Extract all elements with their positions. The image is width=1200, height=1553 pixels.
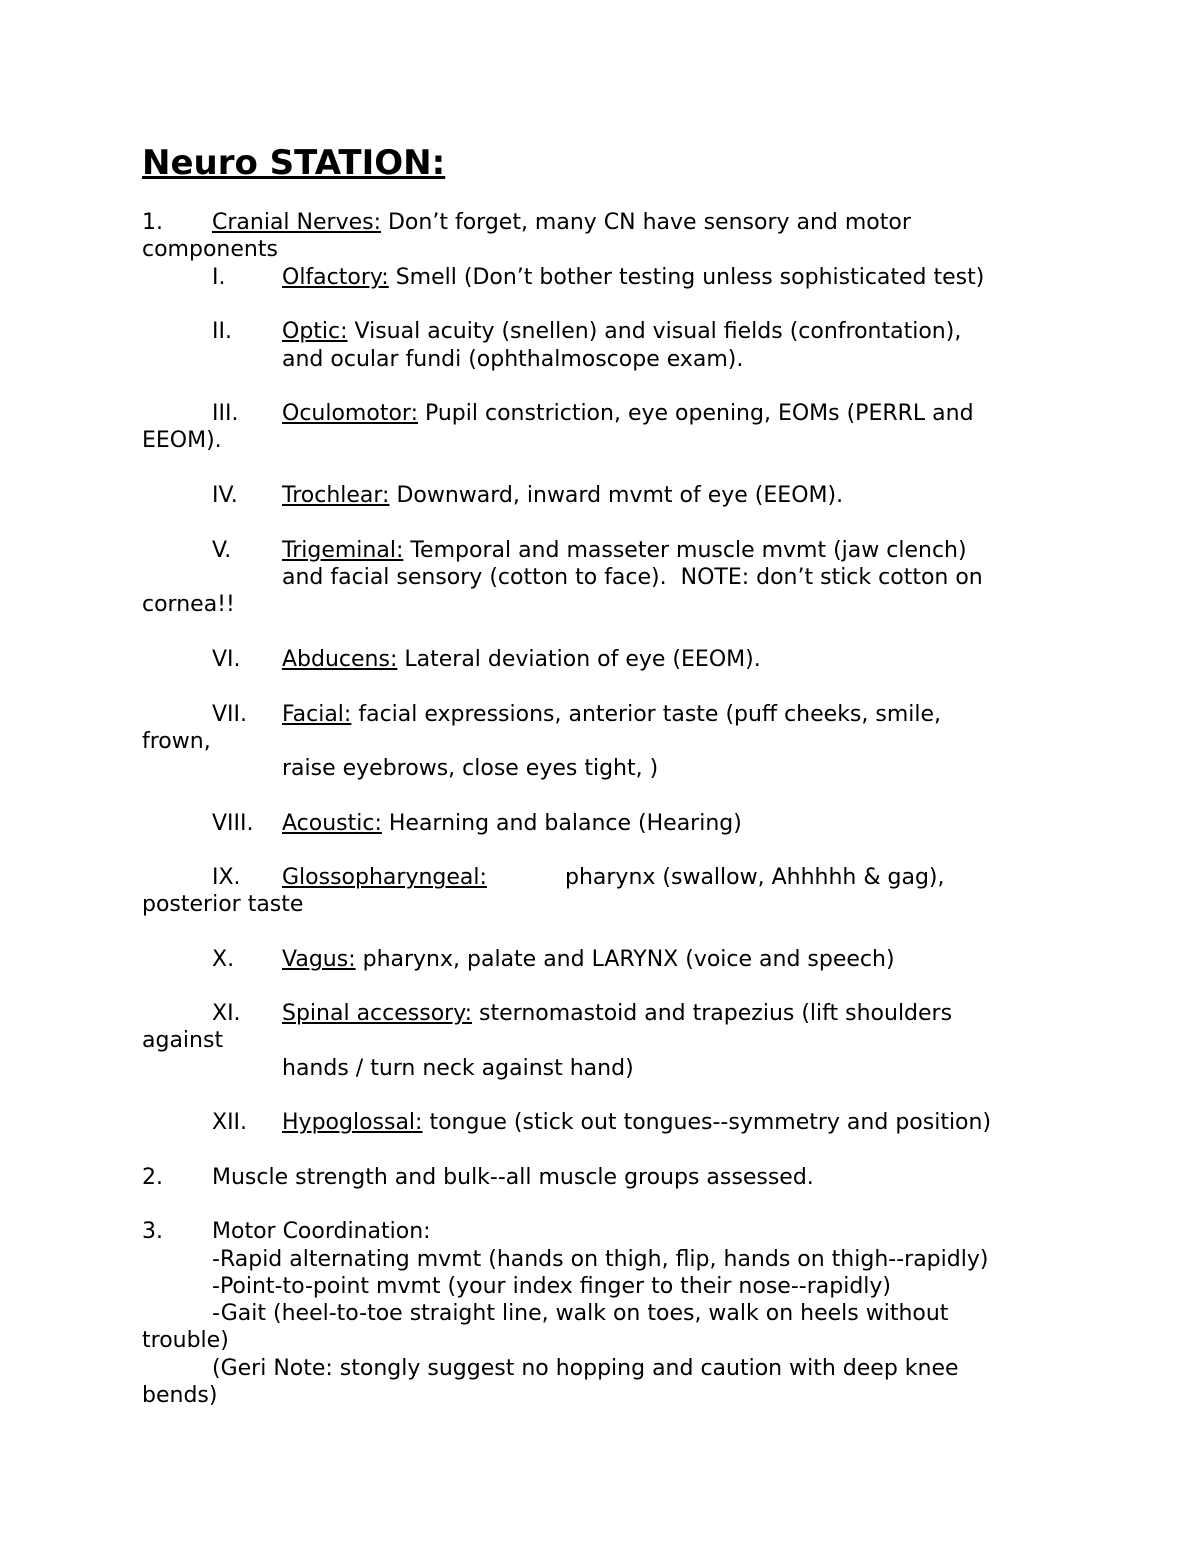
cn-v-line — [282, 537, 967, 565]
cn-ix-continuation: posterior taste — [142, 892, 304, 917]
cn-iii-text: Pupil constriction, eye opening, EOMs (PERRL and — [417, 401, 974, 426]
cn-v-number: V. — [212, 538, 232, 563]
cn-vi-number: VI. — [212, 647, 241, 672]
cn-vii-line — [282, 701, 941, 729]
cn-xi-continuation-1: against — [142, 1028, 224, 1053]
item3-line-1: -Rapid alternating mvmt (hands on thigh, flip, hands on thigh--rapidly) — [212, 1247, 989, 1272]
item1-continuation: components — [142, 237, 278, 262]
cn-x-number: X. — [212, 947, 235, 972]
cn-viii-line — [282, 810, 742, 838]
cn-iii-continuation: EEOM). — [142, 428, 222, 453]
cn-ii-label: Optic: — [282, 319, 348, 344]
cn-i-label: Olfactory: — [282, 265, 389, 290]
cn-i-text: Smell (Don’t bother testing unless sophisticated test) — [388, 265, 985, 290]
item2-text: Muscle strength and bulk--all muscle groups assessed. — [212, 1165, 814, 1190]
cn-vii-number: VII. — [212, 702, 248, 727]
cn-xii-text: tongue (stick out tongues--symmetry and position) — [422, 1110, 992, 1135]
cn-xi-number: XI. — [212, 1001, 241, 1026]
cn-i-number: I. — [212, 265, 226, 290]
cn-ii-continuation: and ocular fundi (ophthalmoscope exam). — [282, 347, 744, 372]
cn-vi-label: Abducens: — [282, 647, 398, 672]
cn-ix-text: pharynx (swallow, Ahhhhh & gag), — [565, 865, 945, 890]
cn-iv-number: IV. — [212, 483, 238, 508]
cn-ii-number: II. — [212, 319, 232, 344]
cn-ii-text: Visual acuity (snellen) and visual fields (confrontation), — [347, 319, 962, 344]
item3-line-6: bends) — [142, 1383, 218, 1408]
item3-number: 3. — [142, 1219, 163, 1244]
cn-xi-line — [282, 1000, 952, 1028]
item3-line-2: -Point-to-point mvmt (your index finger to their nose--rapidly) — [212, 1274, 891, 1299]
item3-text: Motor Coordination: — [212, 1219, 431, 1244]
cn-ii-line — [282, 318, 961, 346]
item3-line-4: trouble) — [142, 1328, 229, 1353]
cn-v-continuation-1: and facial sensory (cotton to face). NOTE: don’t stick cotton on — [282, 565, 983, 590]
item3-line-5: (Geri Note: stongly suggest no hopping and caution with deep knee — [212, 1356, 959, 1381]
cn-viii-number: VIII. — [212, 811, 254, 836]
cn-ix-number: IX. — [212, 865, 241, 890]
cn-i-line — [282, 264, 984, 292]
cn-vii-continuation-2: raise eyebrows, close eyes tight, ) — [282, 756, 659, 781]
cn-iii-line — [282, 400, 974, 428]
cn-viii-text: Hearning and balance (Hearing) — [381, 811, 742, 836]
cn-v-label: Trigeminal: — [282, 538, 404, 563]
cn-iv-text: Downward, inward mvmt of eye (EEOM). — [389, 483, 844, 508]
cn-xi-text: sternomastoid and trapezius (lift shoulders — [472, 1001, 953, 1026]
cn-x-text: pharynx, palate and LARYNX (voice and speech) — [355, 947, 895, 972]
cn-xii-label: Hypoglossal: — [282, 1110, 423, 1135]
cn-vi-text: Lateral deviation of eye (EEOM). — [397, 647, 761, 672]
cn-xii-number: XII. — [212, 1110, 248, 1135]
cn-xi-label: Spinal accessory: — [282, 1001, 473, 1026]
cn-iv-line — [282, 482, 843, 510]
cn-x-line — [282, 946, 895, 974]
cn-vii-text: facial expressions, anterior taste (puff cheeks, smile, — [351, 702, 942, 727]
cn-x-label: Vagus: — [282, 947, 356, 972]
cn-xi-continuation-2: hands / turn neck against hand) — [282, 1056, 634, 1081]
cn-vii-label: Facial: — [282, 702, 352, 727]
cn-viii-label: Acoustic: — [282, 811, 382, 836]
cn-xii-line — [282, 1109, 991, 1137]
cn-iv-label: Trochlear: — [282, 483, 390, 508]
item1-label: Cranial Nerves: — [212, 210, 381, 235]
cn-vii-continuation-1: frown, — [142, 729, 211, 754]
cn-v-continuation-2: cornea!! — [142, 592, 235, 617]
item2-number: 2. — [142, 1165, 163, 1190]
item1-text: Don’t forget, many CN have sensory and motor — [381, 210, 911, 235]
cn-iii-label: Oculomotor: — [282, 401, 418, 426]
cn-ix-label: Glossopharyngeal: — [282, 865, 487, 890]
item1-number: 1. — [142, 210, 163, 235]
item3-line-3: -Gait (heel-to-toe straight line, walk on toes, walk on heels without — [212, 1301, 949, 1326]
cn-vi-line — [282, 646, 761, 674]
cn-ix-label-line — [282, 864, 487, 892]
item1-line — [212, 209, 911, 237]
page-title: Neuro STATION: — [142, 143, 446, 183]
cn-iii-number: III. — [212, 401, 239, 426]
cn-v-text: Temporal and masseter muscle mvmt (jaw clench) — [403, 538, 967, 563]
